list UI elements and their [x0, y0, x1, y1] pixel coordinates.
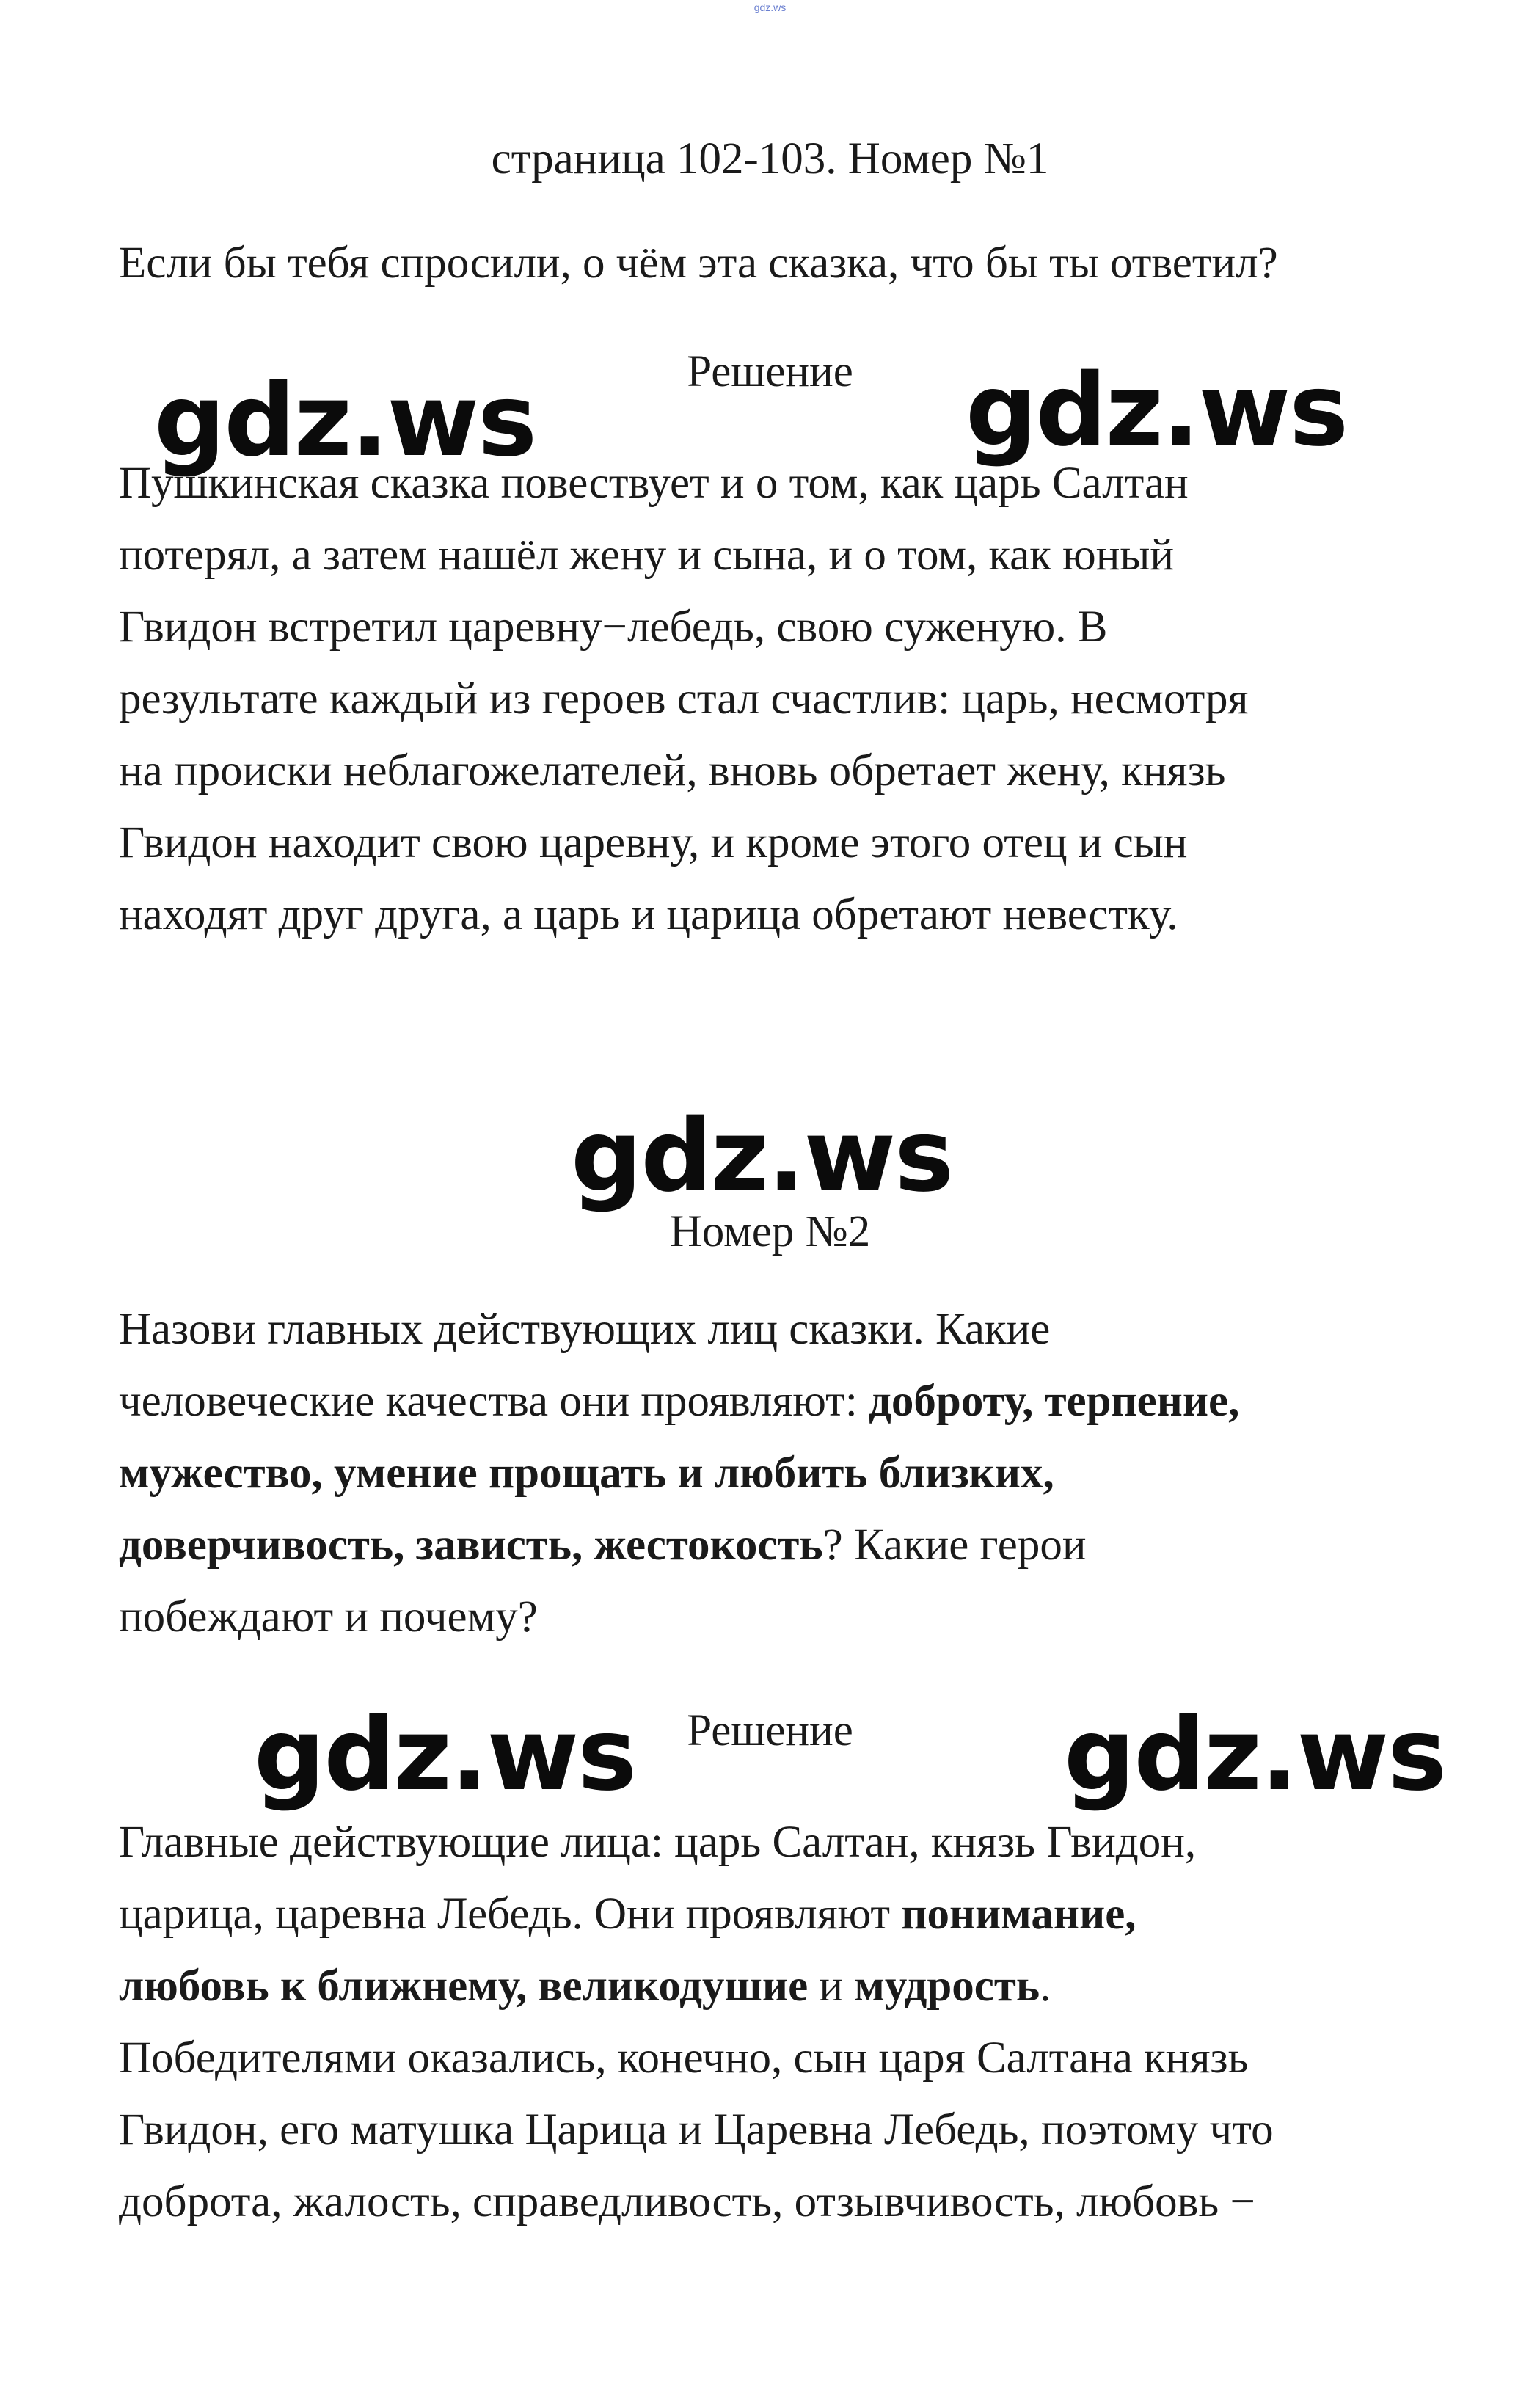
answer-line: на происки неблагожелателей, вновь обретает жену, князь [119, 746, 1226, 795]
section1-question: Если бы тебя спросили, о чём эта сказка, что бы ты ответил? [119, 238, 1278, 288]
section1-answer [119, 448, 1410, 951]
answer-line: Гвидон находит свою царевну, и кроме этого отец и сын [119, 818, 1188, 867]
answer-line: Пушкинская сказка повествует и о том, как царь Салтан [119, 459, 1189, 508]
section1-solution-label: Решение [687, 347, 853, 396]
answer-line: находят друг друга, а царь и царица обретают невестку. [119, 890, 1178, 939]
site-mark: gdz.ws [753, 1, 787, 13]
answer-line: результате каждый из героев стал счастлив: царь, несмотря [119, 674, 1249, 724]
section2-answer: Главные действующие лица: царь Салтан, князь Гвидон, царица, царевна Лебедь. Они проявляют понимание, любовь к ближнему, великодушие и мудрость. Победителями оказались, конечно, сын царя Салтана князь Гвидон, его матушка Царица и Царевна Лебедь, поэтому что доброта, жалость, справедливость, отзывчивость, любовь − [119, 1818, 1274, 2226]
section2-question: Назови главных действующих лиц сказки. Какие человеческие качества они проявляют: доброту, терпение, мужество, умение прощать и любить близких, доверчивость, зависть, жестокость? Какие герои побеждают и почему? [119, 1305, 1240, 1642]
section1-heading: страница 102-103. Номер №1 [491, 134, 1049, 183]
watermark-4: gdz.ws [254, 1697, 636, 1813]
watermark-5: gdz.ws [1064, 1697, 1446, 1813]
answer-line: потерял, а затем нашёл жену и сына, и о том, как юный [119, 531, 1174, 580]
section2-heading: Номер №2 [669, 1207, 871, 1256]
section2-solution-label: Решение [687, 1706, 853, 1755]
watermark-3: gdz.ws [571, 1099, 953, 1214]
watermark-2: gdz.ws [966, 353, 1348, 469]
watermark-1: gdz.ws [154, 363, 536, 479]
answer-line: Гвидон встретил царевну−лебедь, свою суженую. В [119, 602, 1108, 652]
